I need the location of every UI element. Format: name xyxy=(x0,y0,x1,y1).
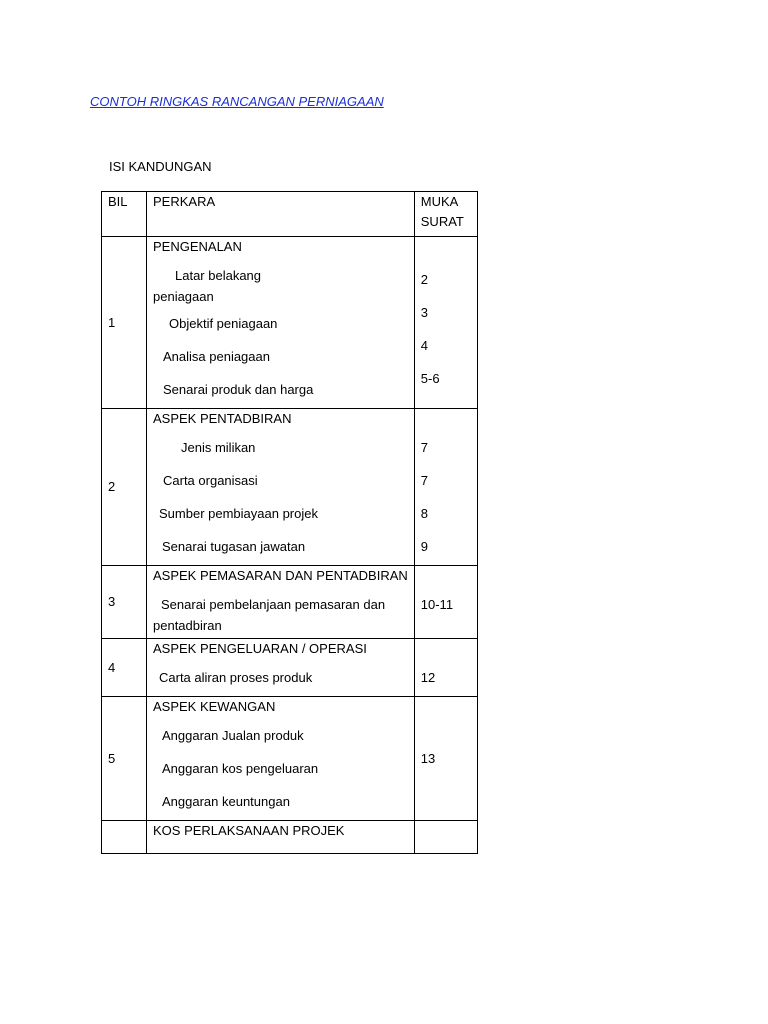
row-number: 3 xyxy=(102,566,147,639)
row-number: 2 xyxy=(102,409,147,566)
topic-item: Jenis milikan xyxy=(181,439,256,455)
section-title: PENGENALAN xyxy=(153,239,242,254)
table-row xyxy=(102,697,478,821)
table-row xyxy=(102,821,478,854)
row-number: 4 xyxy=(102,639,147,697)
topic-item: Sumber pembiayaan projek xyxy=(159,505,318,521)
topic-item: Anggaran Jualan produk xyxy=(162,727,304,743)
row-pages: 12 xyxy=(414,639,477,697)
table-header-row xyxy=(102,192,478,237)
topic-item: Anggaran keuntungan xyxy=(162,793,290,809)
row-topics xyxy=(147,697,415,821)
topic-item: Objektif peniagaan xyxy=(169,315,278,331)
header-bil: BIL xyxy=(102,192,147,237)
toc-heading: ISI KANDUNGAN xyxy=(109,159,212,174)
table-row xyxy=(102,409,478,566)
row-pages: 13 xyxy=(414,697,477,821)
section-title: KOS PERLAKSANAAN PROJEK xyxy=(153,823,345,838)
topic-item: Senarai produk dan harga xyxy=(163,381,314,397)
section-title: ASPEK PENTADBIRAN xyxy=(153,411,292,426)
row-number xyxy=(102,821,147,854)
topic-item: Anggaran kos pengeluaran xyxy=(162,760,319,776)
header-perkara: PERKARA xyxy=(147,192,415,237)
row-number: 5 xyxy=(102,697,147,821)
row-pages: 2 3 4 5-6 xyxy=(414,237,477,409)
table-row xyxy=(102,237,478,409)
topic-item: Latar belakang peniagaan xyxy=(153,268,262,304)
row-pages: 7 7 8 9 xyxy=(414,409,477,566)
row-topics xyxy=(147,409,415,566)
contents-table xyxy=(101,191,478,854)
header-muka-surat: MUKA SURAT xyxy=(414,192,477,237)
section-title: ASPEK PEMASARAN DAN PENTADBIRAN xyxy=(153,568,408,583)
row-topics xyxy=(147,639,415,697)
table-row xyxy=(102,566,478,639)
row-topics xyxy=(147,821,415,854)
topic-item: Carta aliran proses produk xyxy=(159,669,313,685)
topic-item: Senarai pembelanjaan pemasaran dan pentadbiran xyxy=(153,597,386,633)
section-title: ASPEK KEWANGAN xyxy=(153,699,276,714)
section-title: ASPEK PENGELUARAN / OPERASI xyxy=(153,641,367,656)
topic-item: Senarai tugasan jawatan xyxy=(162,538,306,554)
topic-item: Analisa peniagaan xyxy=(163,348,270,364)
topic-item: Carta organisasi xyxy=(163,472,258,488)
page-title[interactable]: CONTOH RINGKAS RANCANGAN PERNIAGAAN xyxy=(90,94,384,109)
row-topics xyxy=(147,237,415,409)
row-number: 1 xyxy=(102,237,147,409)
row-topics xyxy=(147,566,415,639)
row-pages: 10-11 xyxy=(414,566,477,639)
table-row xyxy=(102,639,478,697)
row-pages xyxy=(414,821,477,854)
